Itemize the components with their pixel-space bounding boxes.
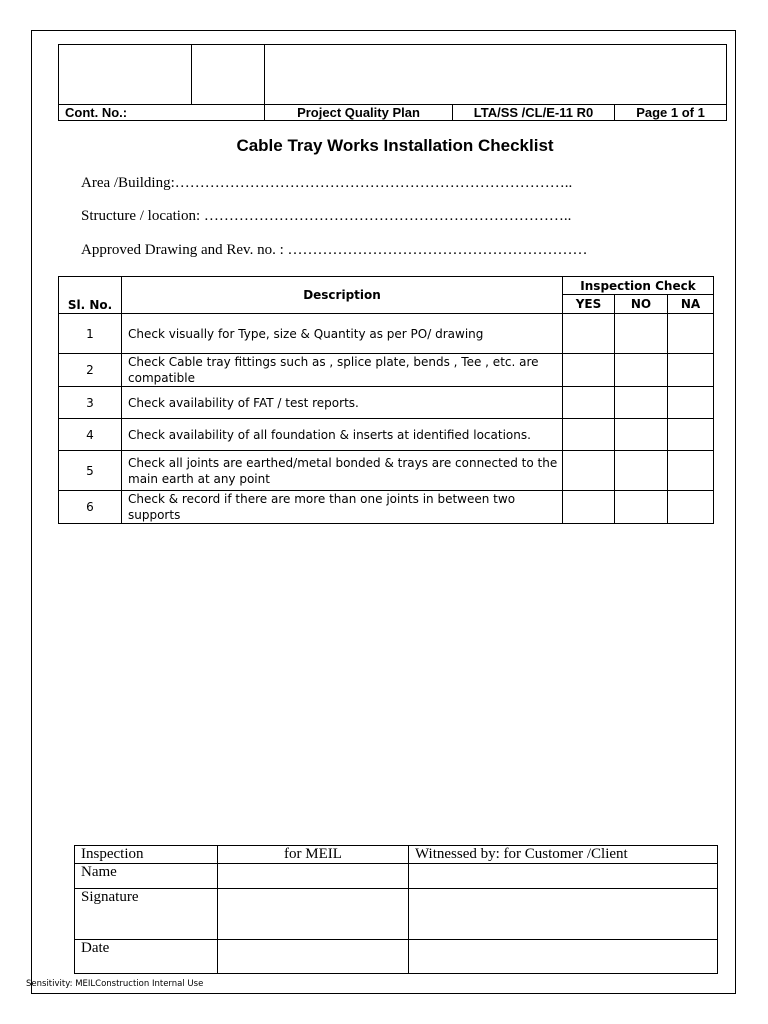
meil-name-cell[interactable] bbox=[218, 864, 409, 889]
doc-code: LTA/SS /CL/E-11 R0 bbox=[453, 105, 615, 121]
row-number: 2 bbox=[59, 354, 122, 387]
no-cell[interactable] bbox=[615, 354, 668, 387]
col-inspection-check: Inspection Check bbox=[563, 277, 714, 295]
col-no: NO bbox=[615, 295, 668, 314]
signoff-signature-label: Signature bbox=[75, 889, 218, 940]
table-row bbox=[59, 491, 714, 524]
no-cell[interactable] bbox=[615, 419, 668, 451]
col-sl-no: Sl. No. bbox=[59, 277, 122, 314]
na-cell[interactable] bbox=[668, 314, 714, 354]
logo-cell bbox=[59, 45, 192, 105]
logo-cell-2 bbox=[192, 45, 265, 105]
row-number: 1 bbox=[59, 314, 122, 354]
row-number: 4 bbox=[59, 419, 122, 451]
yes-cell[interactable] bbox=[563, 491, 615, 524]
page-title: Cable Tray Works Installation Checklist bbox=[236, 136, 554, 155]
row-number: 5 bbox=[59, 451, 122, 491]
table-row bbox=[59, 387, 714, 419]
na-cell[interactable] bbox=[668, 354, 714, 387]
no-cell[interactable] bbox=[615, 387, 668, 419]
row-number: 6 bbox=[59, 491, 122, 524]
client-name-cell[interactable] bbox=[409, 864, 718, 889]
sensitivity-footer: Sensitivity: MEILConstruction Internal Use bbox=[26, 979, 204, 989]
na-cell[interactable] bbox=[668, 419, 714, 451]
row-description: Check & record if there are more than one joints in between two supports bbox=[122, 491, 563, 524]
signoff-name-label: Name bbox=[75, 864, 218, 889]
signoff-table bbox=[74, 845, 718, 974]
document-header bbox=[58, 44, 727, 121]
signoff-col-meil: for MEIL bbox=[218, 846, 409, 864]
col-na: NA bbox=[668, 295, 714, 314]
no-cell[interactable] bbox=[615, 451, 668, 491]
client-signature-cell[interactable] bbox=[409, 889, 718, 940]
meil-signature-cell[interactable] bbox=[218, 889, 409, 940]
yes-cell[interactable] bbox=[563, 354, 615, 387]
na-cell[interactable] bbox=[668, 491, 714, 524]
client-date-cell[interactable] bbox=[409, 940, 718, 974]
row-description: Check visually for Type, size & Quantity as per PO/ drawing bbox=[122, 314, 563, 354]
table-row bbox=[59, 354, 714, 387]
row-number: 3 bbox=[59, 387, 122, 419]
table-row bbox=[59, 451, 714, 491]
col-description: Description bbox=[122, 277, 563, 314]
checklist-table bbox=[58, 276, 714, 524]
row-description: Check availability of all foundation & inserts at identified locations. bbox=[122, 419, 563, 451]
row-description: Check Cable tray fittings such as , splice plate, bends , Tee , etc. are compatible bbox=[122, 354, 563, 387]
drawing-field: Approved Drawing and Rev. no. : …………………………………………………… bbox=[81, 242, 588, 258]
col-yes: YES bbox=[563, 295, 615, 314]
na-cell[interactable] bbox=[668, 387, 714, 419]
row-description: Check all joints are earthed/metal bonded & trays are connected to the main earth at any point bbox=[122, 451, 563, 491]
yes-cell[interactable] bbox=[563, 451, 615, 491]
table-row bbox=[59, 314, 714, 354]
signoff-date-label: Date bbox=[75, 940, 218, 974]
signoff-col-inspection: Inspection bbox=[75, 846, 218, 864]
signoff-col-witness: Witnessed by: for Customer /Client bbox=[409, 846, 718, 864]
page-info: Page 1 of 1 bbox=[615, 105, 727, 121]
row-description: Check availability of FAT / test reports. bbox=[122, 387, 563, 419]
na-cell[interactable] bbox=[668, 451, 714, 491]
no-cell[interactable] bbox=[615, 491, 668, 524]
meil-date-cell[interactable] bbox=[218, 940, 409, 974]
area-field: Area /Building:…………………………………………………………………….. bbox=[81, 175, 573, 191]
plan-label: Project Quality Plan bbox=[265, 105, 453, 121]
cont-no-label: Cont. No.: bbox=[59, 105, 265, 121]
yes-cell[interactable] bbox=[563, 387, 615, 419]
structure-field: Structure / location: ……………………………………………………………….. bbox=[81, 208, 572, 224]
no-cell[interactable] bbox=[615, 314, 668, 354]
yes-cell[interactable] bbox=[563, 419, 615, 451]
project-title-cell bbox=[265, 45, 727, 105]
yes-cell[interactable] bbox=[563, 314, 615, 354]
table-row bbox=[59, 419, 714, 451]
